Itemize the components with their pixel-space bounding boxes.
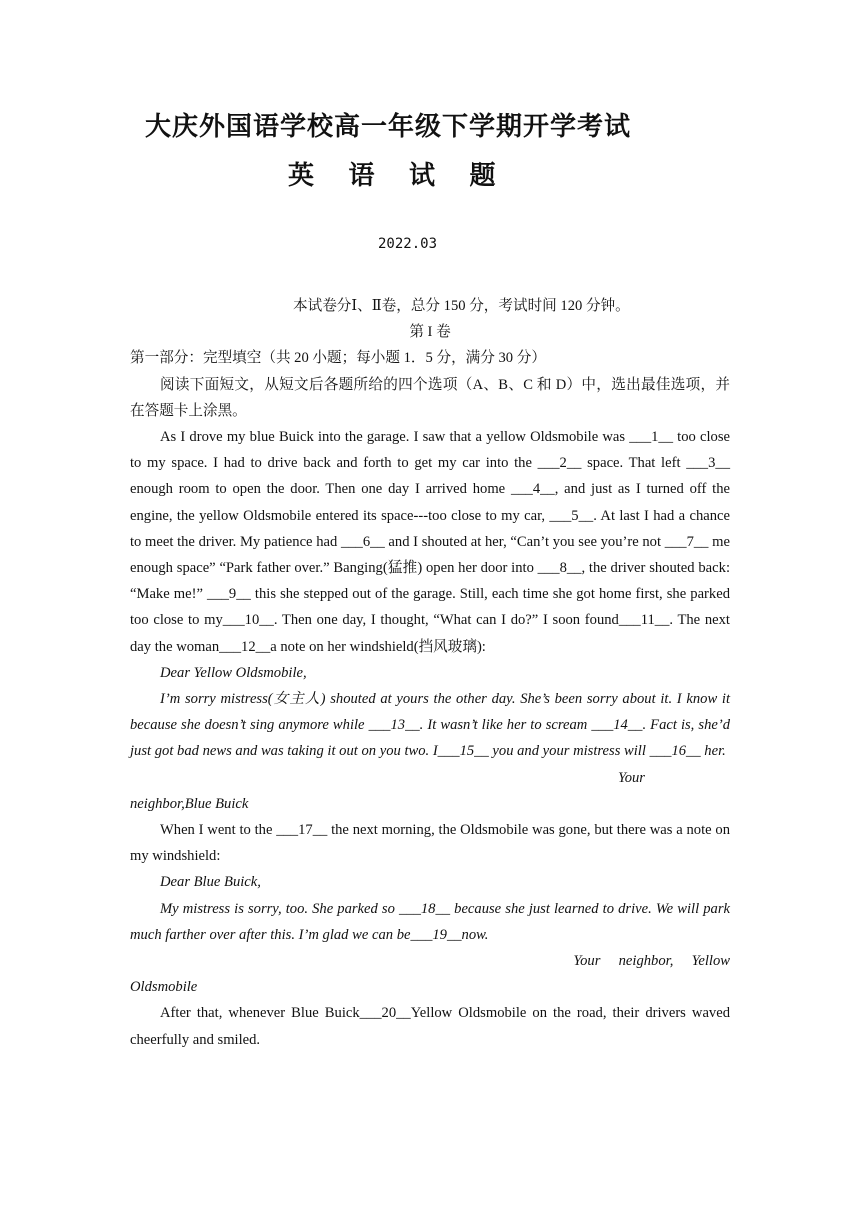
part-heading: 第一部分：完型填空（共 20 小题；每小题 1．5 分，满分 30 分） [130,350,546,367]
letter2-greeting: Dear Blue Buick, [160,874,261,891]
letter1-signature-line-2: neighbor,Blue Buick [130,795,249,812]
letter1-greeting: Dear Yellow Oldsmobile, [160,664,307,681]
exam-subtitle: 英 语 试 题 [288,161,510,190]
letter2-body: My mistress is sorry, too. She parked so ___18__ because she just learned to drive. We will park much farther over after this. I’m glad we can be___19__now. [130,900,730,943]
volume-heading: 第 I 卷 [409,324,451,341]
letter2-signature-line-1: Your neighbor, Yellow [573,953,730,970]
exam-body [130,293,730,1053]
passage-paragraph-2: When I went to the ___17__ the next morning, the Oldsmobile was gone, but there was a note on my windshield: [130,822,730,865]
passage-paragraph-1: As I drove my blue Buick into the garage. I saw that a yellow Oldsmobile was ___1__ too close to my space. I had to drive back and forth to get my car into the ___2__ space. That left ___3__ enough room to open the door. Then one day I arrived home ___4__, and just as I turned off the engine, the yellow Oldsmobile entered its space---too close to my car, ___5__. At last I had a chance to meet the driver. My patience had ___6__ and I shouted at her, “Can’t you see you’re not ___7__ me enough space” “Park father over.” Banging(猛推) open her door into ___8__, the driver shouted back: “Make me!” ___9__ this she stepped out of the garage. Still, each time she got home first, she parked too close to my___10__. Then one day, I thought, “What can I do?” I soon found___11__. The next day the woman___12__a note on her windshield(挡风玻璃): [130,429,730,655]
instructions: 阅读下面短文，从短文后各题所给的四个选项（A、B、C 和 D）中，选出最佳选项，并在答题卡上涂黑。 [130,376,730,419]
letter1-signature-line-1: Your [617,769,645,786]
exam-date: 2022.03 [378,236,438,252]
exam-notice: 本试卷分Ⅰ、Ⅱ卷，总分 150 分，考试时间 120 分钟。 [293,298,630,314]
exam-title: 大庆外国语学校高一年级下学期开学考试 [145,112,632,141]
letter1-body: I’m sorry mistress(女主人) shouted at yours the other day. She’s been sorry about it. I know it because she doesn’t sing anymore while ___13__. It wasn’t like her to scream ___14__. Fact is, she’d just got bad news and was taking it out on you two. I___15__ you and your mistress will ___16__ her. [130,691,730,760]
passage-paragraph-3: After that, whenever Blue Buick___20__Yellow Oldsmobile on the road, their drivers waved cheerfully and smiled. [130,1005,730,1048]
letter2-signature-line-2: Oldsmobile [130,979,198,996]
